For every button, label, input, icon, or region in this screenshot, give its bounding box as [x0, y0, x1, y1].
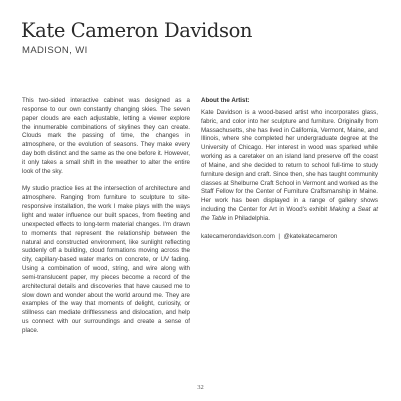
contact-line [201, 233, 378, 242]
artist-location: MADISON, WI [22, 45, 88, 56]
exhibit-title: Making a Seat at the Table [201, 206, 378, 222]
contact-separator: | [278, 232, 281, 240]
about-the-artist [201, 97, 378, 250]
about-heading: About the Artist: [201, 97, 250, 104]
website-link[interactable]: katecamerondavidson.com [201, 232, 275, 240]
bio-text-end: in Philadelphia. [226, 214, 270, 222]
bio-text: Kate Davidson is a wood-based artist who incorporates glass, fabric, and color into her sculpture and furniture. Originally from Massachusetts, she has lived in California, Vermont, Maine, and Illinois, where she completed her undergraduate degree at the University of Chicago. Her interest in wood was sparked while working as a caretaker on an island land preserve off the coast of Maine, and she decided to return to school full-time to study furniture design and craft. Since then, she has taught community classes at Shelburne Craft School in Vermont and worked as the Staff Fellow for the Center of Furniture Craftsmanship in Maine. Her work has been displayed in a range of gallery shows including the Center for Art in Wood's exhibit [201, 108, 378, 214]
statement-paragraph: My studio practice lies at the intersection of architecture and atmosphere. Ranging from furniture to sculpture to site-responsive installation, the work I make plays with the ways light and water influence our built spaces, from fleeting and unexpected effects to long-term material changes. I'm drawn to moments that represent the relationship between the natural and constructed environment, like sunlight reflecting suddenly off a building, cloud formations moving across the city, capillary-based water marks on concrete, or UV fading. Using a combination of wood, string, and wire along with semi-translucent paper, my pieces become a record of the architectural details and discoveries that have caused me to slow down and wonder about the world around me. They are examples of the way that moments of delight, curiosity, or stillness can mediate driftlessness and dislocation, and help us connect with our surroundings and create a sense of place. [22, 185, 190, 334]
artist-bio [201, 109, 378, 224]
artist-name: Kate Cameron Davidson [21, 19, 253, 42]
statement-paragraph: This two-sided interactive cabinet was designed as a response to our own constantly changing skies. The seven paper clouds are each adjustable, letting a viewer explore the innumerable combinations of skylines they can create. Clouds mark the passing of time, the changes in atmosphere, or the evolution of seasons. They make every day both distinct and the same as the one before it. However, it only takes a small shift in the weather to alter the entire look of the sky. [22, 97, 190, 175]
artist-statement [22, 97, 190, 345]
page-number: 32 [197, 384, 204, 391]
instagram-handle[interactable]: @katekatecameron [283, 232, 338, 240]
